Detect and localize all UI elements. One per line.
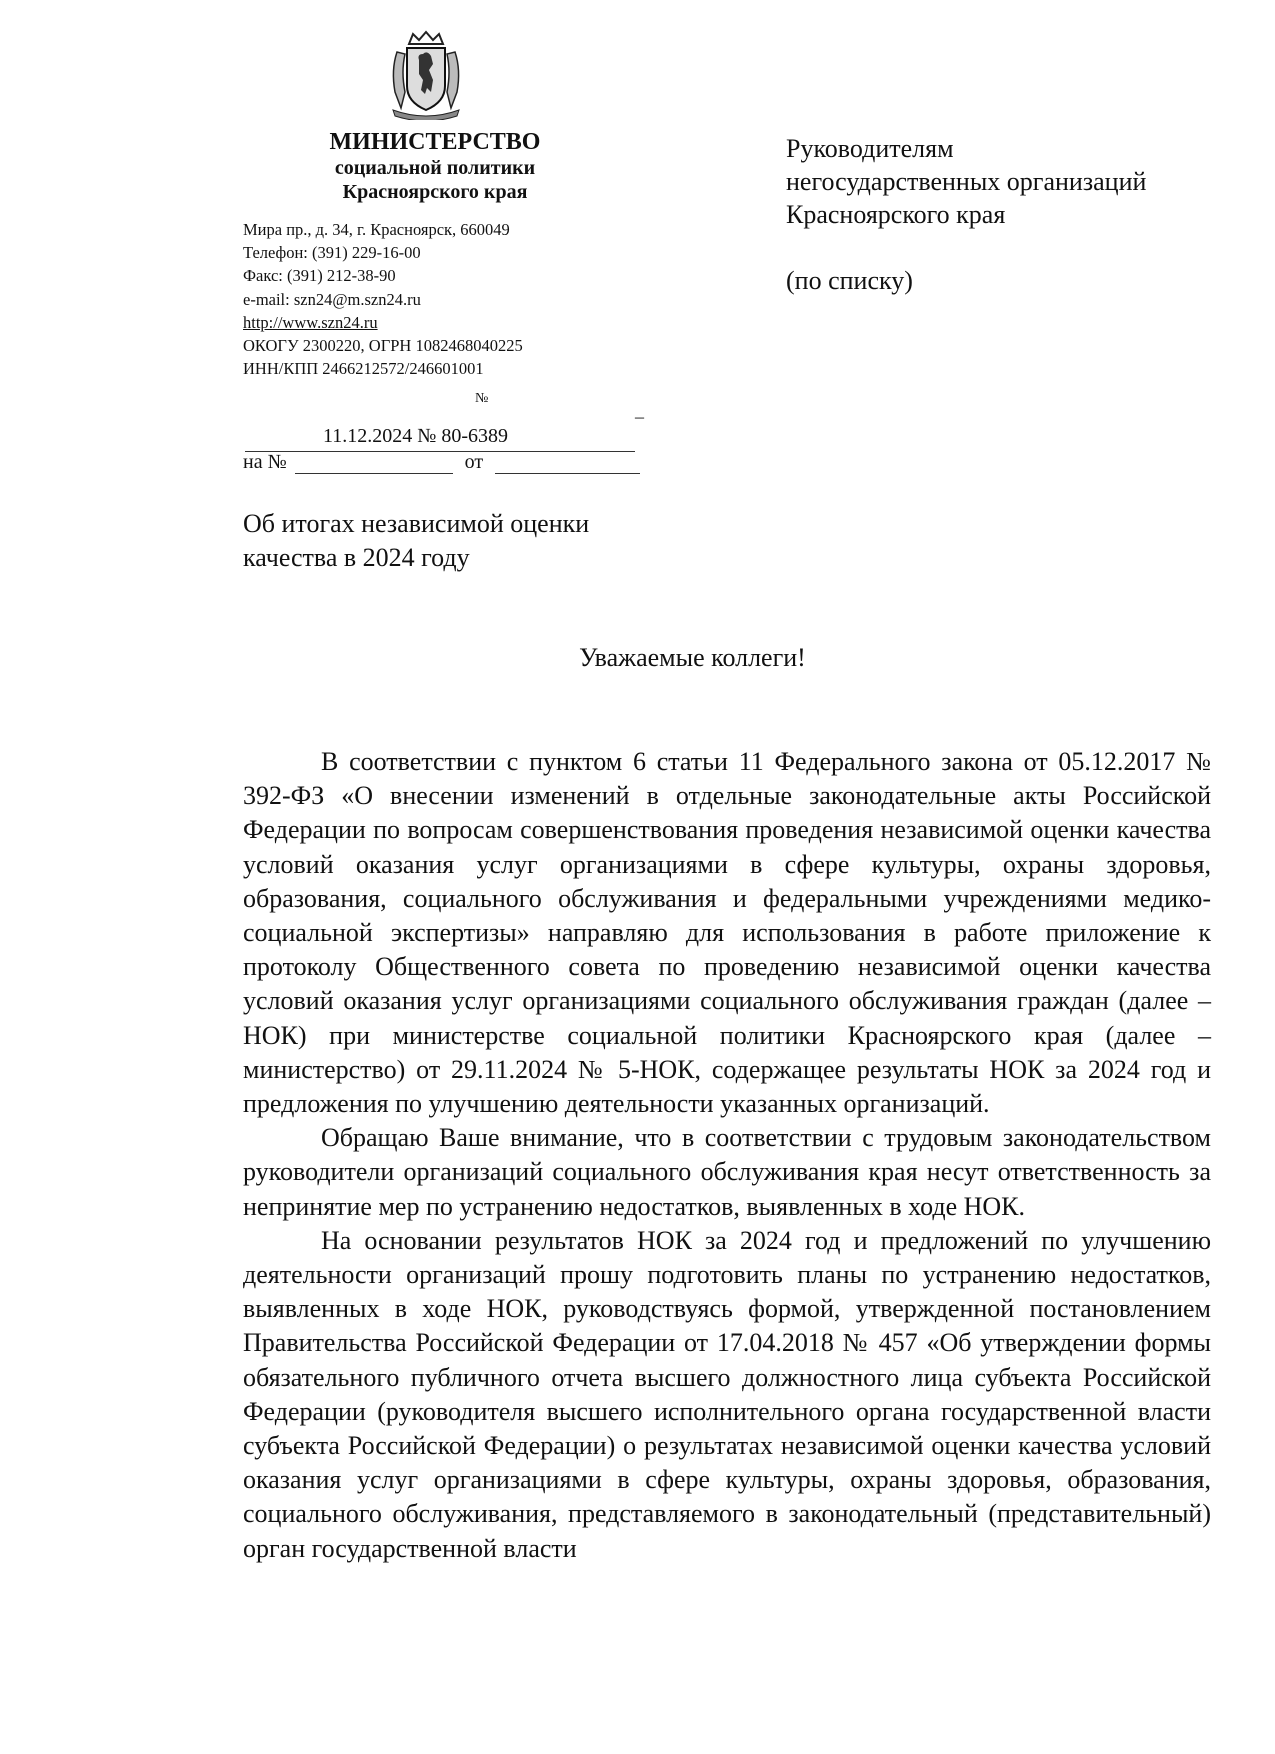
okogu-ogrn-line: ОКОГУ 2300220, ОГРН 1082468040225 bbox=[243, 336, 523, 356]
email-line: e-mail: szn24@m.szn24.ru bbox=[243, 289, 421, 309]
addressee-block bbox=[786, 132, 1146, 297]
addressee-line-1: Руководителям bbox=[786, 134, 954, 163]
letter-body bbox=[243, 745, 1211, 1566]
reference-number-blank bbox=[295, 453, 453, 474]
organization-name bbox=[220, 128, 650, 204]
contact-details bbox=[243, 218, 523, 380]
reference-number-label: на № bbox=[243, 451, 287, 473]
inn-kpp-line: ИНН/КПП 2466212572/246601001 bbox=[243, 359, 484, 379]
website-link[interactable]: http://www.szn24.ru bbox=[243, 312, 378, 332]
number-sign-label: № bbox=[475, 391, 489, 406]
addressee-line-4: (по списку) bbox=[786, 266, 913, 295]
subject-line-1: Об итогах независимой оценки bbox=[243, 509, 590, 538]
body-paragraph-1: В соответствии с пунктом 6 статьи 11 Федерального закона от 05.12.2017 № 392-ФЗ «О внесении изменений в отдельные законодательные акты Российской Федерации по вопросам совершенствования проведения независимой оценки качества условий оказания услуг организациями в сфере культуры, охраны здоровья, образования, социального обслуживания и федеральными учреждениями медико-социальной экспертизы» направляю для использования в работе приложение к протоколу Общественного совета по проведению независимой оценки качества условий оказания услуг организациями социального обслуживания граждан (далее – НОК) при министерстве социальной политики Красноярского края (далее – министерство) от 29.11.2024 № 5-НОК, содержащее результаты НОК за 2024 год и предложения по улучшению деятельности указанных организаций. bbox=[243, 747, 1211, 1119]
body-paragraph-3: На основании результатов НОК за 2024 год и предложений по улучшению деятельности организаций прошу подготовить планы по устранению недостатков, выявленных в ходе НОК, руководствуясь формой, утвержденной постановлением Правительства Российской Федерации от 17.04.2018 № 457 «Об утверждении формы обязательного публичного отчета высшего должностного лица субъекта Российской Федерации (руководителя высшего исполнительного органа государственной власти субъекта Российской Федерации) о результатах независимой оценки качества условий оказания услуг организациями в сфере культуры, охраны здоровья, образования, социального обслуживания, представляемого в законодательный (представительный) орган государственной власти bbox=[243, 1225, 1211, 1563]
reference-date-label: от bbox=[464, 451, 484, 473]
address-line: Мира пр., д. 34, г. Красноярск, 660049 bbox=[243, 220, 510, 239]
org-line-region: Красноярского края bbox=[342, 181, 528, 203]
greeting: Уважаемые коллеги! bbox=[579, 643, 806, 672]
letter-subject bbox=[243, 507, 589, 575]
dash-mark: _ bbox=[635, 400, 644, 420]
coat-of-arms-emblem bbox=[387, 30, 465, 120]
addressee-line-2: негосударственных организаций bbox=[786, 167, 1147, 196]
phone-line: Телефон: (391) 229-16-00 bbox=[243, 243, 421, 263]
subject-line-2: качества в 2024 году bbox=[243, 543, 470, 572]
reference-date-blank bbox=[495, 453, 640, 474]
body-paragraph-2: Обращаю Ваше внимание, что в соответствии с трудовым законодательством руководители организаций социального обслуживания края несут ответственность за непринятие мер по устранению недостатков, выявленных в ходе НОК. bbox=[243, 1123, 1211, 1221]
reference-row bbox=[243, 451, 640, 474]
fax-line: Факс: (391) 212-38-90 bbox=[243, 266, 396, 286]
org-line-ministry: МИНИСТЕРСТВО bbox=[329, 129, 541, 155]
addressee-line-3: Красноярского края bbox=[786, 200, 1006, 229]
org-line-social-policy: социальной политики bbox=[334, 157, 536, 179]
registration-number: 11.12.2024 № 80-6389 bbox=[323, 425, 508, 447]
